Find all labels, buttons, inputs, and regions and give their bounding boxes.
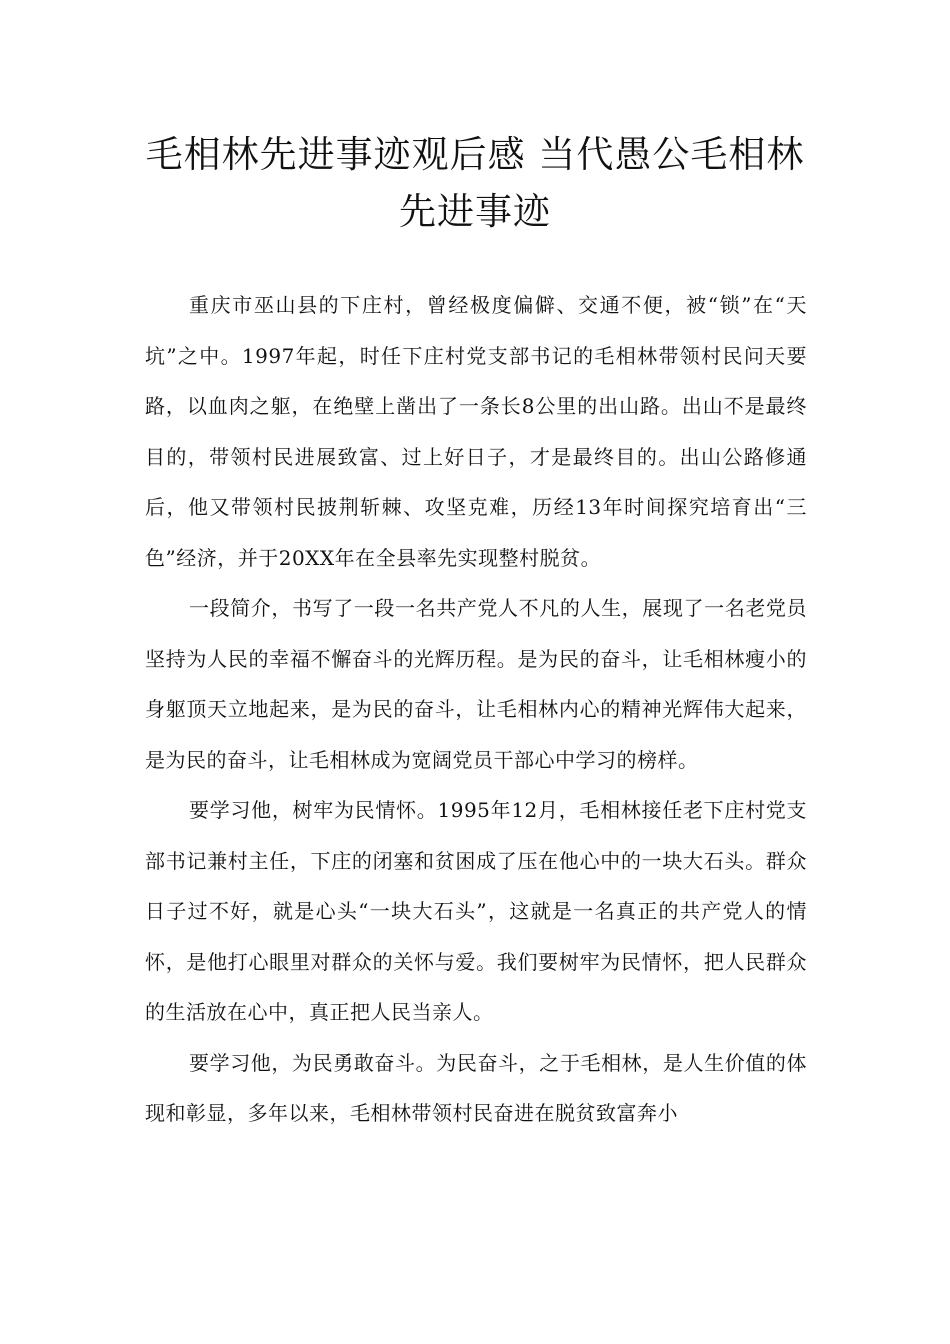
paragraph: 一段简介，书写了一段一名共产党人不凡的人生，展现了一名老党员坚持为人民的幸福不懈奋斗的光辉历程。是为民的奋斗，让毛相林瘦小的身躯顶天立地起来，是为民的奋斗，让毛相林内心的精神光辉伟大起来，是为民的奋斗，让毛相林成为宽阔党员干部心中学习的榜样。 xyxy=(145,596,807,772)
document-body xyxy=(145,280,807,1139)
paragraph: 要学习他，树牢为民情怀。1995年12月，毛相林接任老下庄村党支部书记兼村主任，下庄的闭塞和贫困成了压在他心中的一块大石头。群众日子过不好，就是心头“一块大石头”，这就是一名真正的共产党人的情怀，是他打心眼里对群众的关怀与爱。我们要树牢为民情怀，把人民群众的生活放在心中，真正把人民当亲人。 xyxy=(145,798,807,1024)
paragraph: 重庆市巫山县的下庄村，曾经极度偏僻、交通不便，被“锁”在“天坑”之中。1997年起，时任下庄村党支部书记的毛相林带领村民问天要路，以血肉之躯，在绝壁上凿出了一条长8公里的出山路。出山不是最终目的，带领村民进展致富、过上好日子，才是最终目的。出山公路修通后，他又带领村民披荆斩棘、攻坚克难，历经13年时间探究培育出“三色”经济，并于20XX年在全县率先实现整村脱贫。 xyxy=(145,293,807,570)
document-title: 毛相林先进事迹观后感 当代愚公毛相林先进事迹 xyxy=(145,133,805,233)
paragraph: 要学习他，为民勇敢奋斗。为民奋斗，之于毛相林，是人生价值的体现和彰显，多年以来，毛相林带领村民奋进在脱贫致富奔小 xyxy=(145,1050,807,1125)
